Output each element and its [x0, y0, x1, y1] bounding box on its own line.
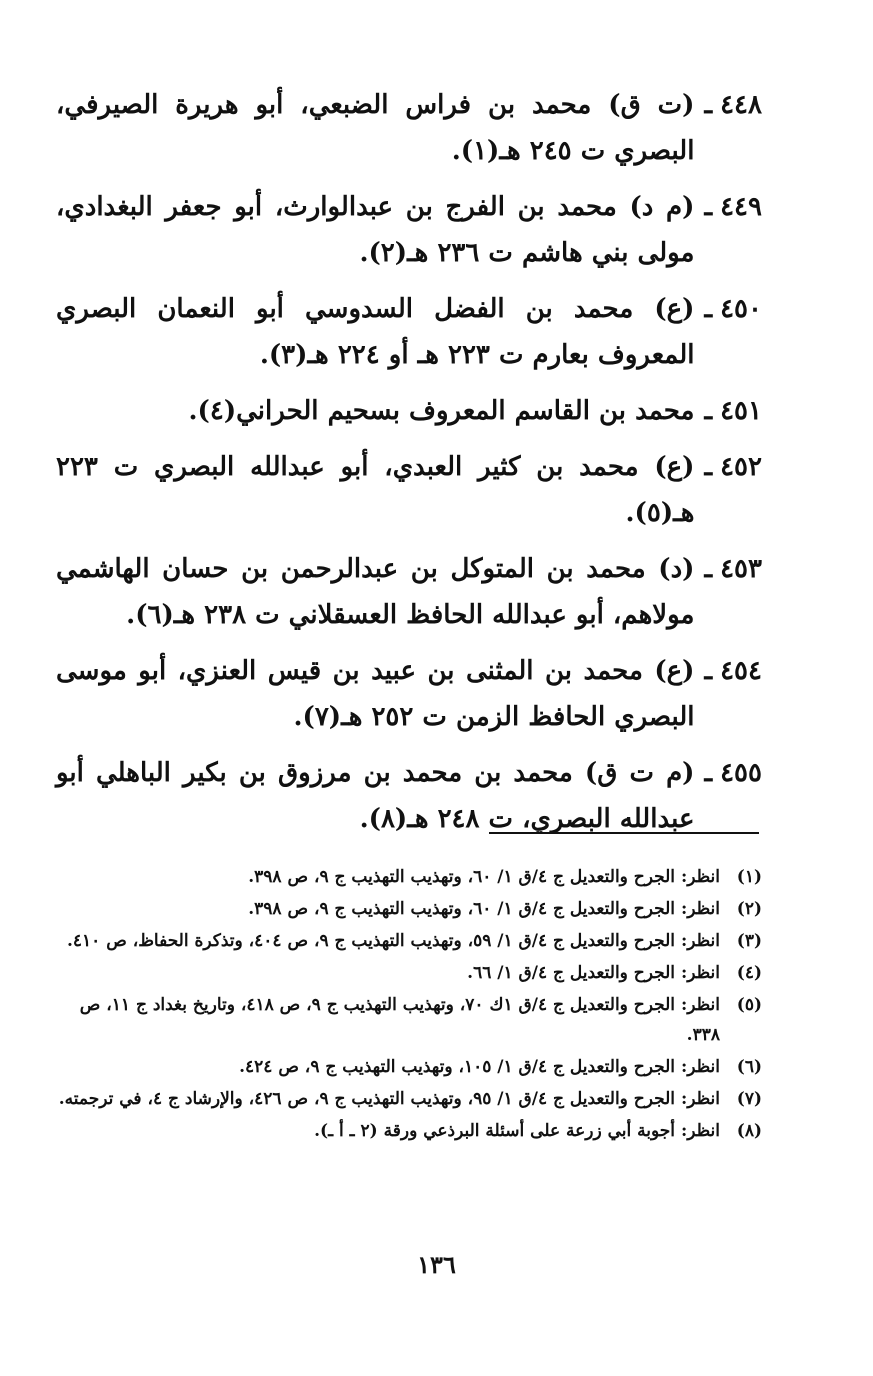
- footnote: [56, 894, 762, 924]
- footnote: [56, 862, 762, 892]
- footnote-mark: (٣): [736, 931, 762, 951]
- footnote-text: انظر: أجوبة أبي زرعة على أسئلة البرذعي ورقة (٢ ـ أ ـ).: [314, 1121, 720, 1141]
- entry-number: ٤٥٢: [720, 452, 762, 482]
- footnote-text: انظر: الجرح والتعديل ج ٤/ق ١/ ٥٩، وتهذيب التهذيب ج ٩، ص ٤٠٤، وتذكرة الحفاظ، ص ٤١٠.: [67, 931, 720, 951]
- entry-text: (د) محمد بن المتوكل بن عبدالرحمن بن حسان الهاشمي مولاهم، أبو عبدالله الحافظ العسقلاني ت ٢٣٨ هـ(٦).: [56, 554, 695, 630]
- page-number: ١٣٦: [417, 1250, 456, 1279]
- footnote-text: انظر: الجرح والتعديل ج ٤/ق ١ك ٧٠، وتهذيب التهذيب ج ٩، ص ٤١٨، وتاريخ بغداد ج ١١، ص ٣٣٨.: [79, 995, 720, 1045]
- entry-dash: ـ: [704, 90, 713, 120]
- footnote-text: انظر: الجرح والتعديل ج ٤/ق ١/ ٩٥، وتهذيب التهذيب ج ٩، ص ٤٢٦، والإرشاد ج ٤، في ترجمته.: [58, 1089, 720, 1109]
- footnote-mark: (٤): [736, 963, 762, 983]
- entry-dash: ـ: [704, 554, 713, 584]
- entry: [56, 388, 762, 434]
- entry-text: محمد بن القاسم المعروف بسحيم الحراني(٤).: [188, 396, 695, 426]
- entry-dash: ـ: [704, 758, 713, 788]
- footnote: [56, 1052, 762, 1082]
- footnote: [56, 990, 762, 1050]
- footnote: [56, 926, 762, 956]
- footnote-mark: (٨): [736, 1121, 762, 1141]
- footnote: [56, 1084, 762, 1114]
- footnote-separator: [489, 832, 759, 834]
- entry-number: ٤٤٩: [720, 192, 762, 222]
- footnotes-list: [56, 862, 762, 1148]
- footnote-mark: (٢): [736, 899, 762, 919]
- entry-text: (ع) محمد بن المثنى بن عبيد بن قيس العنزي، أبو موسى البصري الحافظ الزمن ت ٢٥٢ هـ(٧).: [56, 656, 695, 732]
- entry: [56, 82, 762, 174]
- entry-number: ٤٥٣: [720, 554, 762, 584]
- entry-text: (ت ق) محمد بن فراس الضبعي، أبو هريرة الصيرفي، البصري ت ٢٤٥ هـ(١).: [56, 90, 695, 166]
- footnote-text: انظر: الجرح والتعديل ج ٤/ق ١/ ٦٦.: [467, 963, 720, 983]
- entry-number: ٤٥٥: [720, 758, 762, 788]
- entry: [56, 444, 762, 536]
- footnote-text: انظر: الجرح والتعديل ج ٤/ق ١/ ٦٠، وتهذيب التهذيب ج ٩، ص ٣٩٨.: [248, 867, 720, 887]
- entry: [56, 546, 762, 638]
- entry: [56, 286, 762, 378]
- entry-dash: ـ: [704, 656, 713, 686]
- entry-dash: ـ: [704, 192, 713, 222]
- footnote-mark: (٧): [736, 1089, 762, 1109]
- entry: [56, 184, 762, 276]
- entry: [56, 648, 762, 740]
- footnote: [56, 958, 762, 988]
- entry-dash: ـ: [704, 452, 713, 482]
- entry-dash: ـ: [704, 294, 713, 324]
- footnote-mark: (١): [736, 867, 762, 887]
- entry-text: (ع) محمد بن الفضل السدوسي أبو النعمان البصري المعروف بعارم ت ٢٢٣ هـ أو ٢٢٤ هـ(٣).: [56, 294, 695, 370]
- entry: [56, 750, 762, 842]
- entry-number: ٤٥٠: [720, 294, 762, 324]
- entry-number: ٤٤٨: [720, 90, 762, 120]
- entry-dash: ـ: [704, 396, 713, 426]
- entry-text: (ع) محمد بن كثير العبدي، أبو عبدالله البصري ت ٢٢٣ هـ(٥).: [56, 452, 695, 528]
- footnote-text: انظر: الجرح والتعديل ج ٤/ق ١/ ١٠٥، وتهذيب التهذيب ج ٩، ص ٤٢٤.: [239, 1057, 720, 1077]
- entry-number: ٤٥٤: [720, 656, 762, 686]
- footnote-text: انظر: الجرح والتعديل ج ٤/ق ١/ ٦٠، وتهذيب التهذيب ج ٩، ص ٣٩٨.: [248, 899, 720, 919]
- footnote-mark: (٦): [736, 1057, 762, 1077]
- entry-text: (م د) محمد بن الفرج بن عبدالوارث، أبو جعفر البغدادي، مولى بني هاشم ت ٢٣٦ هـ(٢).: [56, 192, 695, 268]
- footnote-mark: (٥): [736, 995, 762, 1015]
- footnote: [56, 1116, 762, 1146]
- entries-list: [56, 82, 762, 852]
- entry-number: ٤٥١: [720, 396, 762, 426]
- entry-text: (م ت ق) محمد بن محمد بن مرزوق بن بكير الباهلي أبو عبدالله البصري، ت ٢٤٨ هـ(٨).: [56, 758, 695, 834]
